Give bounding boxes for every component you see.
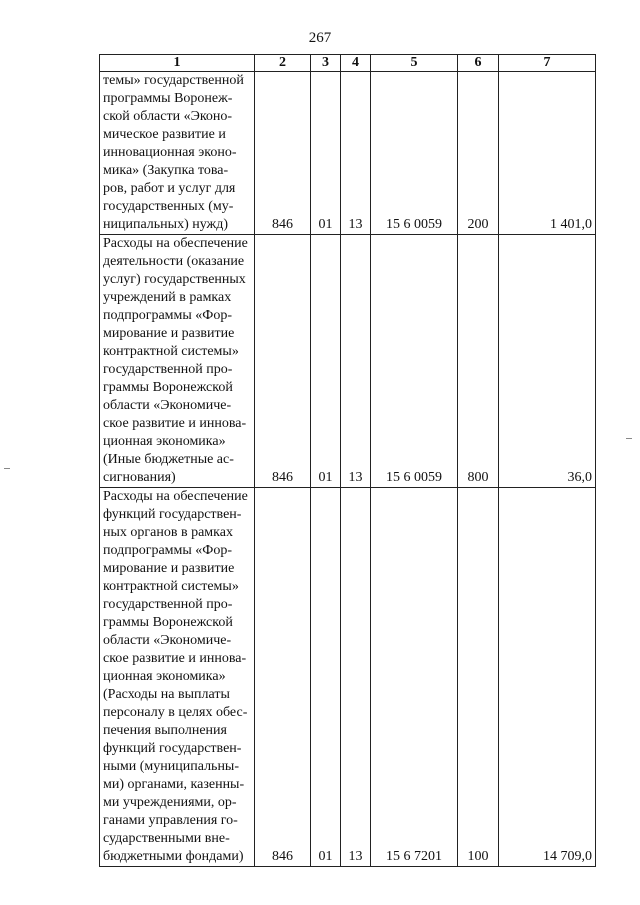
description-line: области «Экономиче- <box>103 398 232 413</box>
amount: 1 401,0 <box>499 72 596 235</box>
scan-mark <box>4 468 10 469</box>
column-header: 5 <box>371 55 458 72</box>
description-line: контрактной системы» <box>103 344 239 359</box>
column-header: 3 <box>311 55 341 72</box>
description-line: программы Воронеж- <box>103 91 233 106</box>
description-line: ское развитие и иннова- <box>103 651 247 666</box>
description-line: ганами управления го- <box>103 813 238 828</box>
description-line: ционная экономика» <box>103 669 226 684</box>
description-line: инновационная эконо- <box>103 145 237 160</box>
column-header: 7 <box>499 55 596 72</box>
code-ministry: 846 <box>255 72 311 235</box>
description-line: ными (муниципальны- <box>103 759 240 774</box>
page-number: 267 <box>308 30 332 46</box>
description-line: мирование и развитие <box>103 326 235 341</box>
code-ministry: 846 <box>255 488 311 867</box>
description-line: (Расходы на выплаты <box>103 687 230 702</box>
description-line: граммы Воронежской <box>103 380 233 395</box>
description-line: ных органов в рамках <box>103 525 233 540</box>
description-line: темы» государственной <box>103 73 244 88</box>
description-line: бюджетными фондами) <box>103 849 244 864</box>
code-ministry: 846 <box>255 235 311 488</box>
budget-table <box>99 54 596 867</box>
column-header: 2 <box>255 55 311 72</box>
description-line: ской области «Эконо- <box>103 109 233 124</box>
description-line: ниципальных) нужд) <box>103 217 228 232</box>
row-description <box>100 488 255 867</box>
column-header: 4 <box>341 55 371 72</box>
code-section: 01 <box>311 488 341 867</box>
description-line: контрактной системы» <box>103 579 239 594</box>
column-header: 1 <box>100 55 255 72</box>
table-row <box>100 488 596 867</box>
header-row <box>100 55 596 72</box>
description-line: подпрограммы «Фор- <box>103 308 233 323</box>
description-line: функций государствен- <box>103 507 242 522</box>
code-expense-type: 200 <box>458 72 499 235</box>
description-line: государственной про- <box>103 597 233 612</box>
amount: 14 709,0 <box>499 488 596 867</box>
description-line: деятельности (оказание <box>103 254 245 269</box>
description-line: ское развитие и иннова- <box>103 416 247 431</box>
row-description <box>100 235 255 488</box>
code-target: 15 6 0059 <box>371 235 458 488</box>
row-description <box>100 72 255 235</box>
description-line: мика» (Закупка това- <box>103 163 229 178</box>
description-line: учреждений в рамках <box>103 290 232 305</box>
description-line: государственной про- <box>103 362 233 377</box>
scan-mark <box>626 438 632 439</box>
description-line: мическое развитие и <box>103 127 226 142</box>
description-line: ров, работ и услуг для <box>103 181 236 196</box>
code-section: 01 <box>311 235 341 488</box>
description-line: персоналу в целях обес- <box>103 705 248 720</box>
description-line: сигнования) <box>103 470 176 485</box>
description-line: Расходы на обеспечение <box>103 489 248 504</box>
code-subsection: 13 <box>341 488 371 867</box>
table-row <box>100 72 596 235</box>
amount: 36,0 <box>499 235 596 488</box>
description-line: функций государствен- <box>103 741 242 756</box>
code-section: 01 <box>311 72 341 235</box>
code-subsection: 13 <box>341 72 371 235</box>
code-target: 15 6 0059 <box>371 72 458 235</box>
description-line: мирование и развитие <box>103 561 235 576</box>
code-subsection: 13 <box>341 235 371 488</box>
code-expense-type: 800 <box>458 235 499 488</box>
description-line: ми) органами, казенны- <box>103 777 245 792</box>
description-line: печения выполнения <box>103 723 227 738</box>
description-line: услуг) государственных <box>103 272 246 287</box>
description-line: граммы Воронежской <box>103 615 233 630</box>
description-line: ционная экономика» <box>103 434 226 449</box>
description-line: (Иные бюджетные ас- <box>103 452 234 467</box>
code-expense-type: 100 <box>458 488 499 867</box>
description-line: подпрограммы «Фор- <box>103 543 233 558</box>
table-row <box>100 235 596 488</box>
description-line: ми учреждениями, ор- <box>103 795 237 810</box>
description-line: области «Экономиче- <box>103 633 232 648</box>
column-header: 6 <box>458 55 499 72</box>
description-line: государственных (му- <box>103 199 234 214</box>
code-target: 15 6 7201 <box>371 488 458 867</box>
description-line: сударственными вне- <box>103 831 230 846</box>
description-line: Расходы на обеспечение <box>103 236 248 251</box>
